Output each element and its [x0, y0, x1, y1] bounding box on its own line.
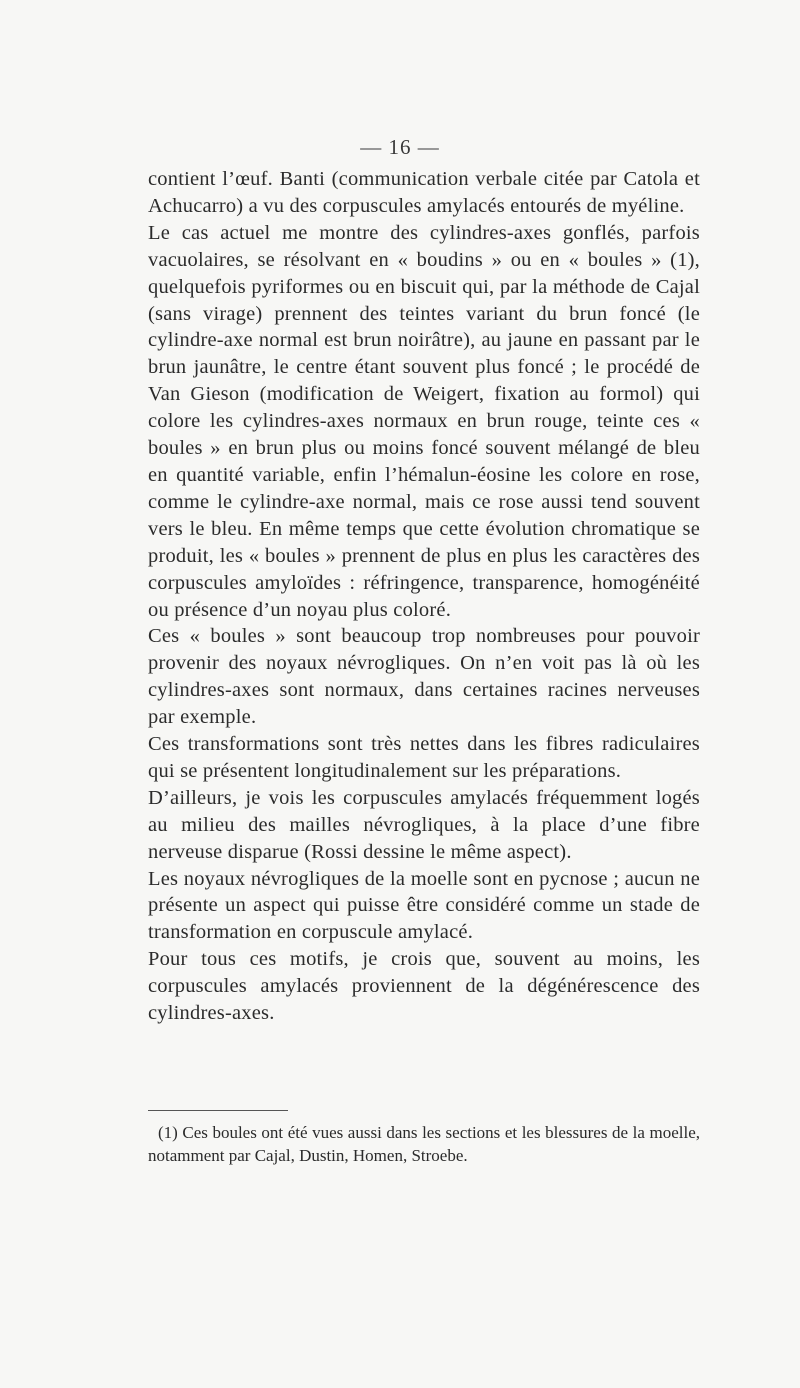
page-number: — 16 — — [360, 135, 440, 159]
paragraph: Ces « boules » sont beaucoup trop nombreuses pour pouvoir provenir des noyaux névrogliques. On n’en voit pas là où les cylindres-axes sont normaux, dans certaines racines nerveuses par exemple. — [148, 625, 700, 729]
footnotes — [148, 1122, 700, 1167]
paragraph: Les noyaux névrogliques de la moelle sont en pycnose ; aucun ne présente un aspect qui puisse être considéré comme un stade de transformation en corpuscule amylacé. — [148, 867, 700, 944]
body-text — [148, 166, 700, 1027]
footnote-divider — [148, 1110, 288, 1111]
paragraph: Pour tous ces motifs, je crois que, souvent au moins, les corpuscules amylacés proviennent de la dégénérescence des cylindres-axes. — [148, 948, 700, 1025]
paragraph: Le cas actuel me montre des cylindres-axes gonflés, parfois vacuolaires, se résolvant en « boudins » ou en « boules » (1), quelquefois pyriformes ou en biscuit qui, par la méthode de Cajal (sans virage) prennent des teintes variant du brun foncé (le cylindre-axe normal est brun noirâtre), au jaune en passant par le brun jaunâtre, le centre étant souvent plus foncé ; le procédé de Van Gieson (modification de Weigert, fixation au formol) qui colore les cylindres-axes normaux en brun rouge, teinte ces « boules » en brun plus ou moins foncé souvent mélangé de bleu en quantité variable, enfin l’hémalun-éosine les colore en rose, comme le cylindre-axe normal, mais ce rose aussi tend souvent vers le bleu. En même temps que cette évolution chromatique se produit, les « boules » prennent de plus en plus les caractères des corpuscules amyloïdes : réfringence, transparence, homogénéité ou présence d’un noyau plus coloré. — [148, 221, 700, 621]
paragraph: Ces transformations sont très nettes dans les fibres radiculaires qui se présentent longitudinalement sur les préparations. — [148, 733, 700, 782]
footnote: (1) Ces boules ont été vues aussi dans les sections et les blessures de la moelle, notamment par Cajal, Dustin, Homen, Stroebe. — [148, 1123, 700, 1165]
paragraph: contient l’œuf. Banti (communication verbale citée par Catola et Achucarro) a vu des corpuscules amylacés entourés de myéline. — [148, 168, 700, 217]
paragraph: D’ailleurs, je vois les corpuscules amylacés fréquemment logés au milieu des mailles névrogliques, à la place d’une fibre nerveuse disparue (Rossi dessine le même aspect). — [148, 786, 700, 863]
